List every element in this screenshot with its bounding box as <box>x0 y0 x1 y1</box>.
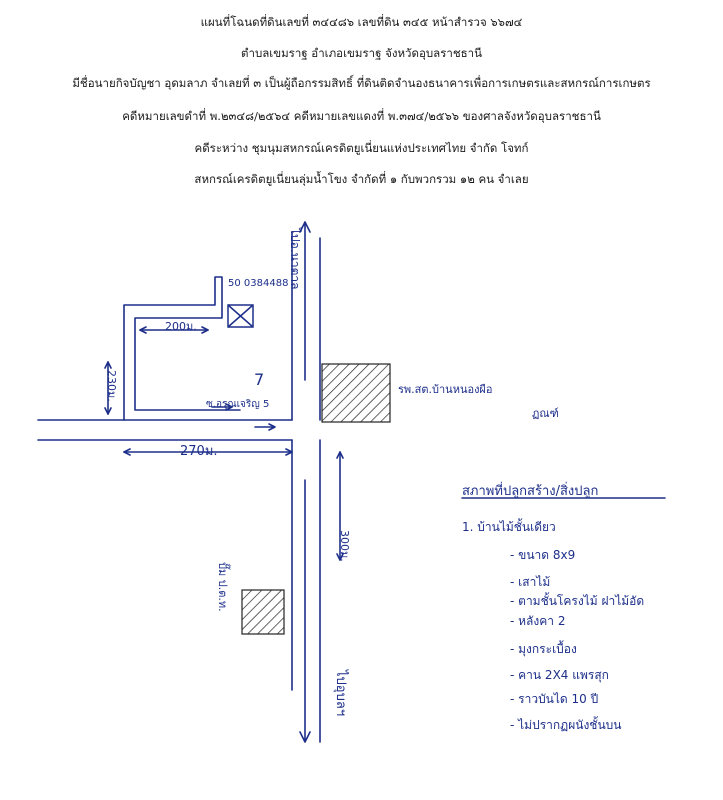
left-building <box>242 590 284 634</box>
notes-title: สภาพที่ปลูกสร้าง/สิ่งปลูก <box>462 484 599 499</box>
coord-label: 50 0384488 <box>228 278 289 289</box>
dim-200-label: 200ม. <box>165 320 197 333</box>
parcel-caption: ซ.อรุณเจริญ 5 <box>206 399 270 410</box>
dim-270-label: 270ม. <box>180 444 218 459</box>
note-item-4: - ตามชั้นโครงไม้ ฝาไม้อัด <box>510 594 645 608</box>
note-item-6: - มุงกระเบื้อง <box>510 642 577 656</box>
header-line-3: มีชื่อนายกิจบัญชา อุดมลาภ จำเลยที่ ๓ เป็นผู้ถือกรรมสิทธิ์ ที่ดินติดจำนองธนาคารเพื่อการเกษตรและสหกรณ์การเกษตร <box>72 76 651 90</box>
note-item-9: - ไม่ปรากฏผนังชั้นบน <box>510 718 622 732</box>
dim-300-label: 300ม. <box>338 530 351 562</box>
note-item-1: 1. บ้านไม้ชั้นเดียว <box>462 520 556 534</box>
parcel-number: 7 <box>254 370 265 389</box>
header-line-6: สหกรณ์เครดิตยูเนี่ยนลุ่มน้ำโขง จำกัดที่ ๑ กับพวกรวม ๑๒ คน จำเลย <box>194 172 529 186</box>
note-item-2: - ขนาด 8x9 <box>510 548 576 562</box>
right-building <box>322 364 390 422</box>
note-item-7: - คาน 2X4 แพรสุก <box>510 668 609 682</box>
arrow-into-side <box>255 424 275 430</box>
arrow-south <box>300 480 310 742</box>
header-line-5: คดีระหว่าง ชุมนุมสหกรณ์เครดิตยูเนี่ยนแห่งประเทศไทย จำกัด โจทก์ <box>194 141 529 155</box>
right-building-label: รพ.สต.บ้านหนองผือ <box>398 383 493 396</box>
note-item-3: - เสาไม้ <box>510 575 551 589</box>
left-building-label: ปั๊ม ป.ต.ท. <box>216 562 229 612</box>
note-item-8: - ราวบันได 10 ปี <box>510 692 599 706</box>
header-line-2: ตำบลเขมราฐ อำเภอเขมราฐ จังหวัดอุบลราชธานี <box>241 46 482 60</box>
road-south-label: ไปอุบลฯ <box>333 670 348 717</box>
dim-230-label: 230ม. <box>105 370 118 402</box>
road-north-label: ไปอ.นาตาล <box>288 228 302 290</box>
header-line-1: แผนที่โฉนดที่ดินเลขที่ ๓๔๔๘๖ เลขที่ดิน ๓๔๕ หน้าสำรวจ ๖๖๗๔ <box>200 15 523 29</box>
note-item-5: - หลังคา 2 <box>510 614 566 628</box>
right-building-sign: ฏณฑ์ <box>532 407 559 420</box>
header-line-4: คดีหมายเลขดำที่ พ.๒๓๔๘/๒๕๖๔ คดีหมายเลขแดงที่ พ.๓๗๔/๒๕๖๖ ของศาลจังหวัดอุบลราชธานี <box>122 109 601 123</box>
